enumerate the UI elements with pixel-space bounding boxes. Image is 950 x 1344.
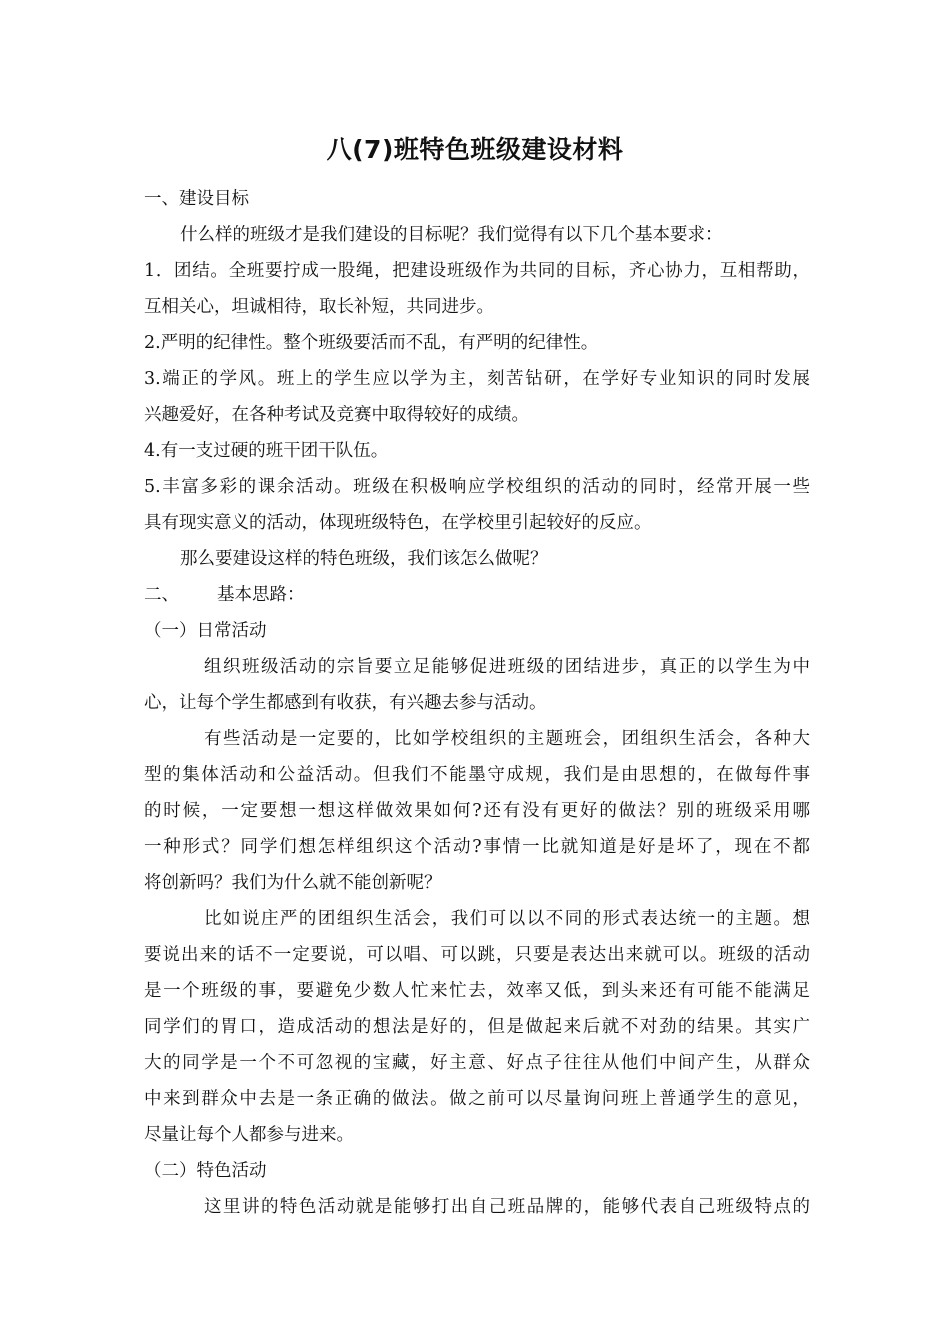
paragraph-line: 有些活动是一定要的，比如学校组织的主题班会，团组织生活会，各种大 [204,729,810,749]
paragraph-line: 5.丰富多彩的课余活动。班级在积极响应学校组织的活动的同时，经常开展一些 [144,477,810,497]
paragraph-line: 中来到群众中去是一条正确的做法。做之前可以尽量询问班上普通学生的意见， [144,1089,810,1109]
document-title: 八(7)班特色班级建设材料 [326,135,624,164]
paragraph-line: 心，让每个学生都感到有收获，有兴趣去参与活动。 [144,693,547,713]
paragraph-line: 什么样的班级才是我们建设的目标呢？我们觉得有以下几个基本要求： [180,225,723,245]
paragraph-line: 具有现实意义的活动，体现班级特色，在学校里引起较好的反应。 [144,513,652,533]
paragraph-line: 那么要建设这样的特色班级，我们该怎么做呢？ [180,549,548,569]
subsection-heading: （一）日常活动 [144,621,267,641]
paragraph-line: 兴趣爱好，在各种考试及竞赛中取得较好的成绩。 [144,405,529,425]
paragraph-line: 同学们的胃口，造成活动的想法是好的，但是做起来后就不对劲的结果。其实广 [144,1017,810,1037]
paragraph-line: 2.严明的纪律性。整个班级要活而不乱，有严明的纪律性。 [144,333,599,353]
paragraph-line: 的时候，一定要想一想这样做效果如何?还有没有更好的做法？别的班级采用哪 [144,801,810,821]
paragraph-line: 将创新吗？我们为什么就不能创新呢？ [144,873,442,893]
paragraph-line: 型的集体活动和公益活动。但我们不能墨守成规，我们是由思想的，在做每件事 [144,765,810,785]
paragraph-line: 比如说庄严的团组织生活会，我们可以以不同的形式表达统一的主题。想 [204,909,810,929]
paragraph-line: 组织班级活动的宗旨要立足能够促进班级的团结进步，真正的以学生为中 [204,657,810,677]
paragraph-line: 4.有一支过硬的班干团干队伍。 [144,441,389,461]
section-heading [144,578,810,612]
paragraph-line: 互相关心，坦诚相待，取长补短，共同进步。 [144,297,494,317]
section-title: 基本思路： [217,585,305,605]
paragraph-line: 大的同学是一个不可忽视的宝藏，好主意、好点子往往从他们中间产生，从群众 [144,1053,810,1073]
paragraph-line: 是一个班级的事，要避免少数人忙来忙去，效率又低，到头来还有可能不能满足 [144,981,810,1001]
section-heading: 一、建设目标 [144,189,249,209]
paragraph-line: 要说出来的话不一定要说，可以唱、可以跳，只要是表达出来就可以。班级的活动 [144,945,810,965]
subsection-heading: （二）特色活动 [144,1161,267,1181]
paragraph-line: 尽量让每个人都参与进来。 [144,1125,354,1145]
paragraph-line: 这里讲的特色活动就是能够打出自己班品牌的，能够代表自己班级特点的 [204,1197,810,1217]
paragraph-line: 一种形式？同学们想怎样组织这个活动?事情一比就知道是好是坏了，现在不都 [144,837,810,857]
paragraph-line: 1．团结。全班要拧成一股绳，把建设班级作为共同的目标，齐心协力，互相帮助， [144,261,810,281]
paragraph-line: 3.端正的学风。班上的学生应以学为主，刻苦钻研，在学好专业知识的同时发展 [144,369,810,389]
section-number: 二、 [144,585,179,605]
